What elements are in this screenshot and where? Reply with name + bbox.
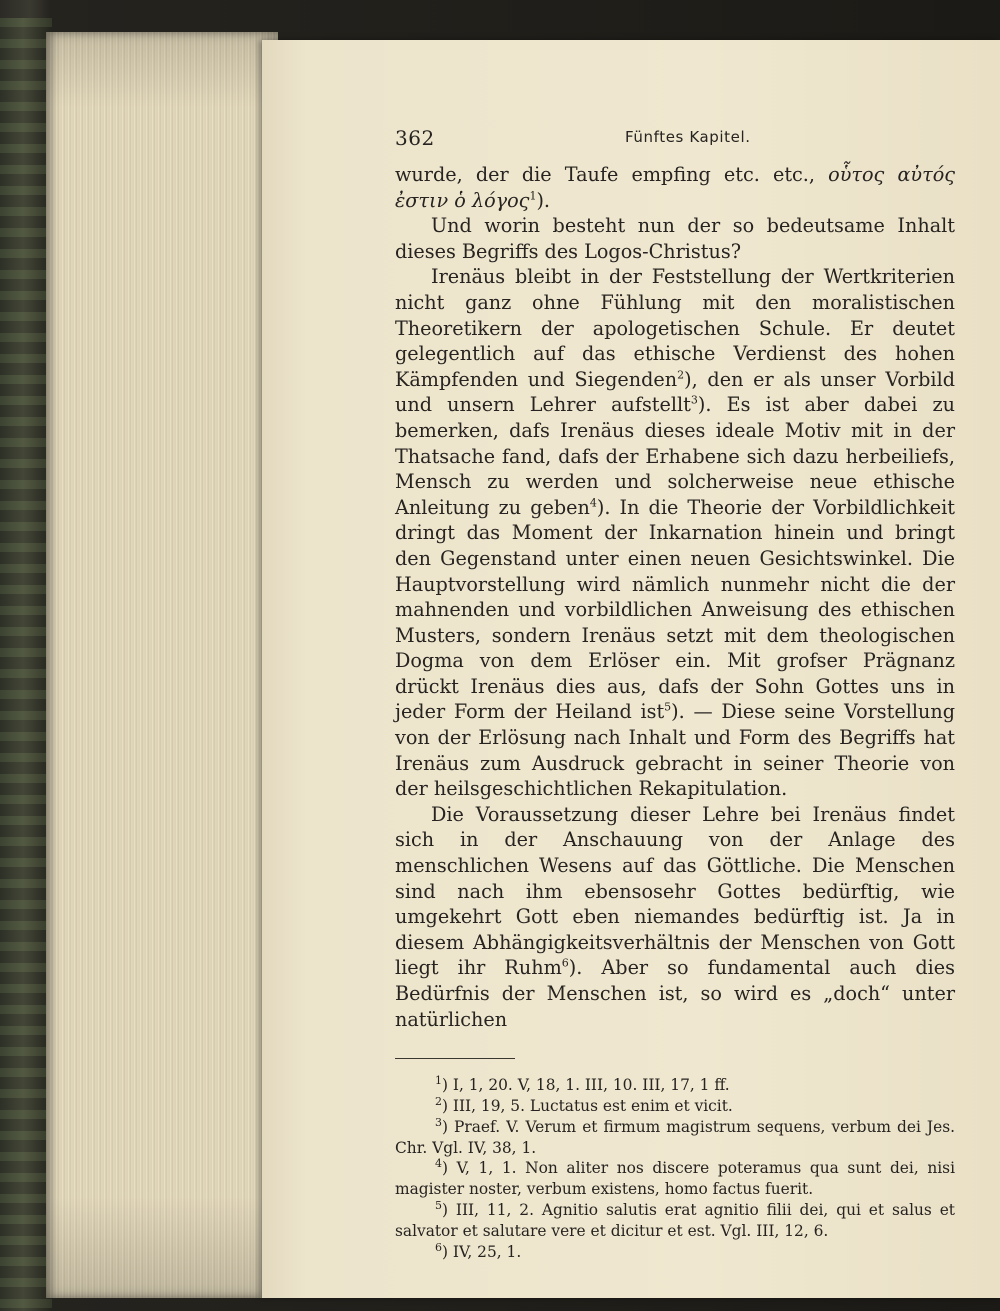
paragraph-2: Und worin besteht nun der so bedeutsame Inhalt dieses Begriffs des Logos-Christus? (395, 214, 955, 263)
paragraph-3-part-c: ). Es ist aber dabei zu bemerken, dafs Irenäus dieses ideale Motiv mit in der Thatsache fand, dafs der Erhabene sich dazu herbeiliefs, Mensch zu werden und solcherweise neue ethische Anleitung zu geben (395, 393, 955, 519)
paragraph-4-part-b: ). Aber so fundamental auch dies Bedürfnis der Menschen ist, so wird es „doch“ unter natürlichen (395, 956, 956, 1031)
footnote-4 (395, 1158, 955, 1200)
footnote-ref-6: 6 (561, 957, 569, 971)
footnote-ref-1: 1 (529, 189, 537, 203)
footnote-3 (395, 1117, 955, 1159)
paragraph-3-part-b: ), den er als unser Vorbild und unsern Lehrer aufstellt (395, 367, 955, 417)
body-text (395, 162, 955, 1032)
footnotes (395, 1075, 955, 1262)
footnote-marker: 4 (435, 1157, 442, 1171)
paragraph-3-part-d: ). In die Theorie der Vorbildlichkeit dringt das Moment der Inkarnation hinein und bringt den Gegenstand unter einen neuen Gesichtswinkel. Die Hauptvorstellung wird nämlich nunmehr nicht die der mahnenden und vorbildlichen Anweisung des ethischen Musters, sondern Irenäus setzt mit dem theologischen Dogma von dem Erlöser ein. Mit grofser Prägnanz drückt Irenäus dies aus, dafs der Sohn Gottes uns in jeder Form der Heiland ist (395, 495, 955, 724)
footnote-5 (395, 1200, 955, 1242)
footnote-ref-3: 3 (690, 393, 698, 407)
paragraph-3-part-a: Irenäus bleibt in der Feststellung der Wertkriterien nicht ganz ohne Fühlung mit den moralistischen Theoretikern der apologetischen Schule. Er deutet gelegentlich auf das ethische Verdienst des hohen Kämpfenden und Siegenden (395, 265, 955, 391)
footnote-divider (395, 1058, 515, 1059)
paragraph-3-part-e: ). — Diese seine Vorstellung von der Erlösung nach Inhalt und Form des Begriffs hat Irenäus zum Ausdruck gebracht in seiner Theorie von der heilsgeschichtlichen Rekapitulation. (395, 700, 955, 801)
footnote-text: ) III, 19, 5. Luctatus est enim et vicit. (442, 1096, 733, 1115)
book-cover-edge (0, 18, 52, 1311)
page-stack-edges (46, 32, 278, 1298)
page-number: 362 (395, 126, 435, 150)
page-header (395, 122, 955, 152)
greek-quote: οὗτος αὐτός ἐστιν ὁ λόγος (395, 163, 955, 212)
footnote-text: ) I, 1, 20. V, 18, 1. III, 10. III, 17, 1 ff. (442, 1076, 730, 1095)
book-page (262, 40, 1000, 1298)
footnote-text: ) III, 11, 2. Agnitio salutis erat agnitio filii dei, qui et salus et salvator et salutare vere et dicitur et est. Vgl. III, 12, 6. (395, 1200, 955, 1240)
footnote-marker: 1 (435, 1074, 442, 1088)
footnote-6 (395, 1242, 955, 1263)
footnote-ref-4: 4 (589, 496, 597, 510)
paragraph-4-part-a: Die Voraussetzung dieser Lehre bei Irenäus findet sich in der Anschauung von der Anlage des menschlichen Wesens auf das Göttliche. Die Menschen sind nach ihm ebensosehr Gottes bedürftig, wie umgekehrt Gott eben niemandes bedürftig ist. Ja in diesem Abhängigkeitsverhältnis der Menschen von Gott liegt ihr Ruhm (395, 802, 955, 980)
paragraph-1-text: wurde, der die Taufe empfing etc. etc., (395, 163, 829, 186)
footnote-text: ) IV, 25, 1. (442, 1242, 522, 1261)
running-head: Fünftes Kapitel. (625, 128, 751, 146)
paragraph-1 (395, 162, 955, 213)
footnote-marker: 3 (435, 1115, 442, 1129)
footnote-marker: 6 (435, 1240, 442, 1254)
footnote-ref-5: 5 (664, 701, 672, 715)
footnote-1 (395, 1075, 955, 1096)
page-content (395, 122, 955, 1262)
footnote-ref-2: 2 (677, 368, 685, 382)
paragraph-3 (395, 264, 955, 801)
paragraph-1-end: ). (536, 188, 551, 212)
footnote-text: ) Praef. V. Verum et firmum magistrum sequens, verbum dei Jes. Chr. Vgl. IV, 38, 1. (395, 1117, 955, 1157)
footnote-marker: 5 (435, 1198, 442, 1212)
footnote-text: ) V, 1, 1. Non aliter nos discere poteramus qua sunt dei, nisi magister noster, verbum existens, homo factus fuerit. (395, 1159, 955, 1199)
footnote-marker: 2 (435, 1094, 442, 1108)
footnote-2 (395, 1096, 955, 1117)
paragraph-4 (395, 802, 955, 1032)
